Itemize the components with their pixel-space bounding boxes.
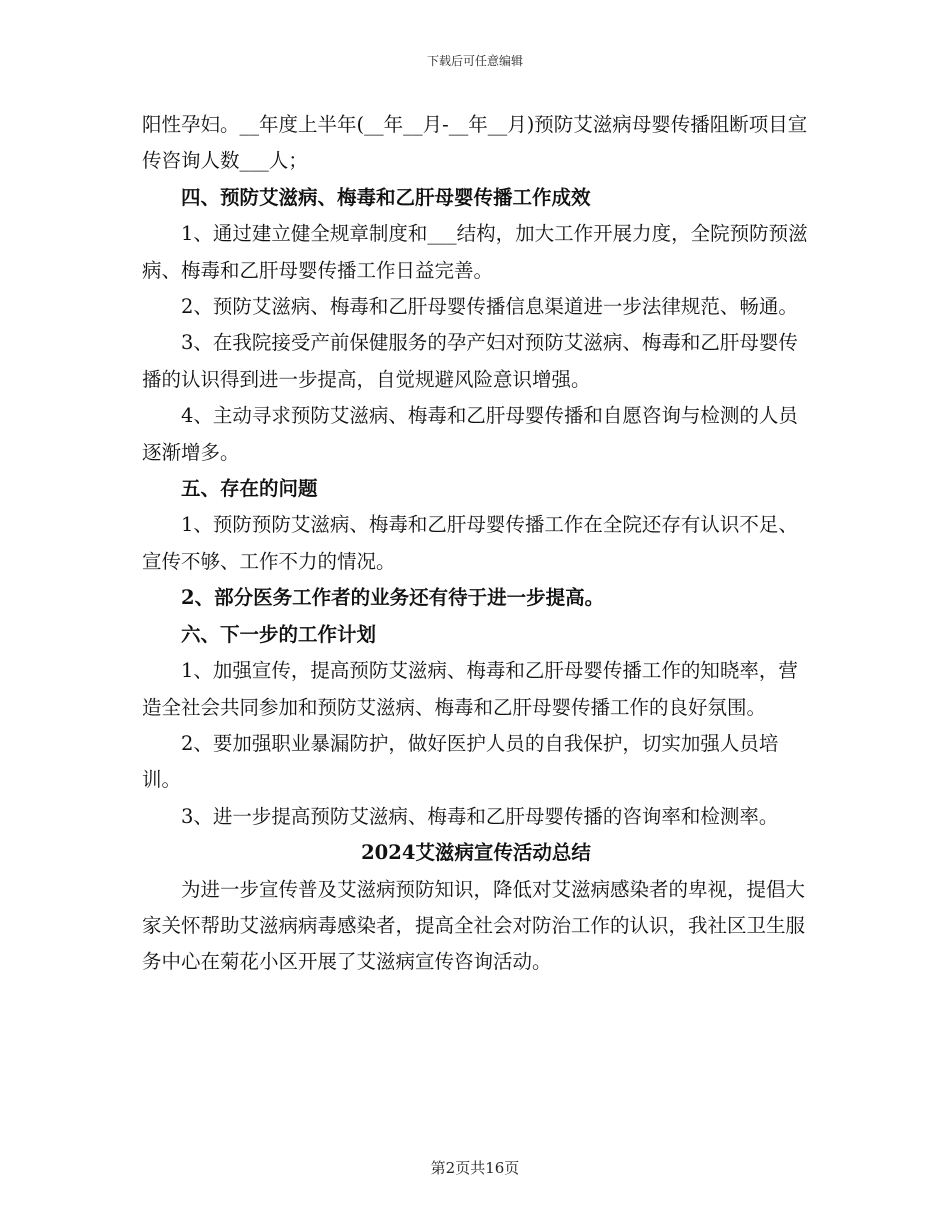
body-paragraph: 4、主动寻求预防艾滋病、梅毒和乙肝母婴传播和自愿咨询与检测的人员逐渐增多。 bbox=[142, 404, 798, 464]
body-paragraph: 2、预防艾滋病、梅毒和乙肝母婴传播信息渠道进一步法律规范、畅通。 bbox=[181, 295, 798, 319]
document-body bbox=[142, 107, 810, 981]
section-heading-6: 六、下一步的工作计划 bbox=[181, 622, 377, 646]
body-paragraph: 3、在我院接受产前保健服务的孕产妇对预防艾滋病、梅毒和乙肝母婴传播的认识得到进一步提高，自觉规避风险意识增强。 bbox=[142, 331, 798, 391]
section-heading-4: 四、预防艾滋病、梅毒和乙肝母婴传播工作成效 bbox=[181, 185, 591, 209]
body-paragraph: 3、进一步提高预防艾滋病、梅毒和乙肝母婴传播的咨询率和检测率。 bbox=[181, 804, 779, 828]
body-paragraph: 为进一步宣传普及艾滋病预防知识，降低对艾滋病感染者的卑视，提倡大家关怀帮助艾滋病病毒感染者，提高全社会对防治工作的认识，我社区卫生服务中心在菊花小区开展了艾滋病宣传咨询活动。 bbox=[142, 877, 806, 974]
body-paragraph: 1、预防预防艾滋病、梅毒和乙肝母婴传播工作在全院还存有认识不足、宣传不够、工作不力的情况。 bbox=[142, 513, 798, 573]
body-paragraph: 2、要加强职业暴漏防护，做好医护人员的自我保护，切实加强人员培训。 bbox=[142, 731, 779, 792]
document-title: 2024艾滋病宣传活动总结 bbox=[361, 841, 591, 865]
section-heading-5: 五、存在的问题 bbox=[181, 477, 318, 501]
body-paragraph: 阳性孕妇。__年度上半年(__年__月-__年__月)预防艾滋病母婴传播阻断项目宣传咨询人数___人； bbox=[142, 113, 808, 173]
bold-paragraph: 2、部分医务工作者的业务还有待于进一步提高。 bbox=[181, 586, 605, 610]
page-footer: 第2页共16页 bbox=[430, 1159, 520, 1177]
body-paragraph: 1、加强宣传，提高预防艾滋病、梅毒和乙肝母婴传播工作的知晓率，营造全社会共同参加和预防艾滋病、梅毒和乙肝母婴传播工作的良好氛围。 bbox=[142, 659, 798, 719]
body-paragraph: 1、通过建立健全规章制度和___结构，加大工作开展力度，全院预防预滋病、梅毒和乙肝母婴传播工作日益完善。 bbox=[142, 222, 808, 282]
page-header: 下载后可任意编辑 bbox=[426, 54, 523, 68]
